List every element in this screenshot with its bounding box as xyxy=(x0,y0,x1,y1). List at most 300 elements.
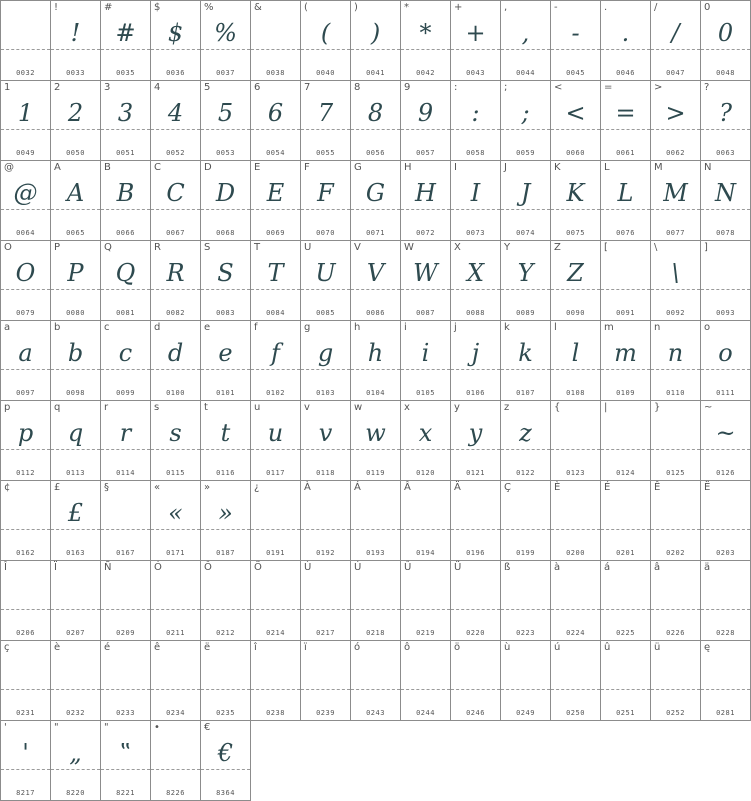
baseline-guide xyxy=(251,689,300,690)
glyph-code: 0082 xyxy=(166,309,185,317)
glyph-sample: p xyxy=(17,419,34,447)
glyph-sample: ( xyxy=(320,19,331,47)
glyph-cell xyxy=(101,241,151,321)
glyph-label: r xyxy=(104,402,109,413)
glyph-code: 0224 xyxy=(566,629,585,637)
glyph-code: 0086 xyxy=(366,309,385,317)
glyph-sample: L xyxy=(617,179,634,207)
glyph-cell xyxy=(501,481,551,561)
baseline-guide xyxy=(701,529,750,530)
glyph-label: 1 xyxy=(4,82,11,93)
glyph-code: 0115 xyxy=(166,469,185,477)
glyph-label: ô xyxy=(404,642,411,653)
baseline-guide xyxy=(351,609,400,610)
glyph-label: * xyxy=(404,2,409,13)
glyph-code: 0105 xyxy=(416,389,435,397)
glyph-sample: C xyxy=(166,179,185,207)
glyph-label: È xyxy=(554,482,561,493)
glyph-sample: € xyxy=(217,739,234,767)
glyph-cell xyxy=(451,641,501,721)
glyph-cell xyxy=(251,401,301,481)
glyph-label: y xyxy=(454,402,460,413)
baseline-guide xyxy=(401,689,450,690)
glyph-sample: q xyxy=(67,419,84,447)
glyph-code: 0043 xyxy=(466,69,485,77)
glyph-code: 0125 xyxy=(666,469,685,477)
glyph-label: • xyxy=(154,722,160,733)
glyph-code: 0045 xyxy=(566,69,585,77)
glyph-label: = xyxy=(604,82,613,93)
glyph-sample: K xyxy=(566,179,585,207)
glyph-sample: z xyxy=(519,419,532,447)
glyph-code: 0099 xyxy=(116,389,135,397)
glyph-cell xyxy=(301,641,351,721)
glyph-sample: V xyxy=(366,259,385,287)
glyph-sample: £ xyxy=(67,499,84,527)
glyph-sample: N xyxy=(715,179,736,207)
glyph-label: W xyxy=(404,242,414,253)
glyph-code: 0199 xyxy=(516,549,535,557)
glyph-code: 0113 xyxy=(66,469,85,477)
glyph-cell xyxy=(401,161,451,241)
glyph-cell xyxy=(551,81,601,161)
glyph-sample: ) xyxy=(370,19,381,47)
glyph-sample: , xyxy=(521,19,530,47)
glyph-label: Î xyxy=(4,562,7,573)
baseline-guide xyxy=(251,609,300,610)
glyph-sample: c xyxy=(118,339,133,367)
glyph-cell xyxy=(151,1,201,81)
glyph-code: 0040 xyxy=(316,69,335,77)
glyph-cell xyxy=(301,81,351,161)
glyph-cell xyxy=(351,321,401,401)
glyph-sample: j xyxy=(471,339,480,367)
glyph-sample: ' xyxy=(22,739,29,767)
glyph-label: â xyxy=(654,562,661,573)
glyph-label: [ xyxy=(604,242,608,253)
glyph-code: 0076 xyxy=(616,229,635,237)
glyph-cell xyxy=(701,321,751,401)
glyph-label: ö xyxy=(454,642,461,653)
glyph-code: 0084 xyxy=(266,309,285,317)
glyph-code: 8364 xyxy=(216,789,235,797)
baseline-guide xyxy=(301,609,350,610)
glyph-sample: > xyxy=(665,99,686,127)
glyph-code: 0217 xyxy=(316,629,335,637)
baseline-guide xyxy=(351,529,400,530)
glyph-code: 0064 xyxy=(16,229,35,237)
glyph-label: î xyxy=(254,642,257,653)
glyph-label: » xyxy=(204,482,211,493)
glyph-sample: Y xyxy=(517,259,534,287)
glyph-code: 0124 xyxy=(616,469,635,477)
glyph-label: t xyxy=(204,402,208,413)
glyph-code: 0083 xyxy=(216,309,235,317)
glyph-cell xyxy=(401,481,451,561)
glyph-label: / xyxy=(654,2,658,13)
glyph-sample: ‟ xyxy=(119,739,132,767)
glyph-cell xyxy=(101,641,151,721)
glyph-code: 0057 xyxy=(416,149,435,157)
glyph-sample: w xyxy=(365,419,386,447)
glyph-code: 0214 xyxy=(266,629,285,637)
glyph-cell xyxy=(451,321,501,401)
glyph-cell xyxy=(351,1,401,81)
glyph-cell xyxy=(651,561,701,641)
glyph-code: 0090 xyxy=(566,309,585,317)
glyph-label: + xyxy=(454,2,463,13)
glyph-label: ê xyxy=(154,642,161,653)
glyph-code: 0072 xyxy=(416,229,435,237)
glyph-cell xyxy=(151,321,201,401)
glyph-label: ę xyxy=(704,642,711,653)
glyph-label: f xyxy=(254,322,258,333)
glyph-code: 0046 xyxy=(616,69,635,77)
glyph-label: F xyxy=(304,162,310,173)
glyph-code: 0109 xyxy=(616,389,635,397)
glyph-code: 0097 xyxy=(16,389,35,397)
glyph-cell xyxy=(701,401,751,481)
glyph-code: 0194 xyxy=(416,549,435,557)
glyph-cell xyxy=(1,241,51,321)
glyph-code: 0063 xyxy=(716,149,735,157)
glyph-code: 0088 xyxy=(466,309,485,317)
baseline-guide xyxy=(651,689,700,690)
glyph-code: 0033 xyxy=(66,69,85,77)
glyph-cell xyxy=(501,641,551,721)
glyph-label: § xyxy=(104,482,109,493)
glyph-sample: A xyxy=(66,179,85,207)
glyph-label: 5 xyxy=(204,82,211,93)
glyph-cell xyxy=(501,1,551,81)
glyph-sample: h xyxy=(367,339,384,367)
glyph-code: 8220 xyxy=(66,789,85,797)
glyph-label: j xyxy=(454,322,457,333)
glyph-cell xyxy=(201,1,251,81)
glyph-cell xyxy=(201,81,251,161)
glyph-code: 0162 xyxy=(16,549,35,557)
glyph-code: 0281 xyxy=(716,709,735,717)
glyph-label: l xyxy=(554,322,557,333)
glyph-label: Ú xyxy=(354,562,362,573)
glyph-sample: ! xyxy=(70,19,81,47)
glyph-cell xyxy=(101,401,151,481)
glyph-label: , xyxy=(504,2,508,13)
glyph-code: 8221 xyxy=(116,789,135,797)
glyph-label: h xyxy=(354,322,361,333)
glyph-sample: 2 xyxy=(67,99,84,127)
glyph-label: ä xyxy=(704,562,711,573)
baseline-guide xyxy=(101,689,150,690)
glyph-label: U xyxy=(304,242,312,253)
glyph-cell xyxy=(401,641,451,721)
glyph-sample: S xyxy=(217,259,234,287)
glyph-cell xyxy=(651,241,701,321)
glyph-code: 0089 xyxy=(516,309,535,317)
glyph-sample: k xyxy=(518,339,533,367)
glyph-code: 0052 xyxy=(166,149,185,157)
glyph-sample: \ xyxy=(671,259,680,287)
glyph-code: 0037 xyxy=(216,69,235,77)
glyph-cell xyxy=(701,241,751,321)
glyph-label: ü xyxy=(654,642,661,653)
baseline-guide xyxy=(401,609,450,610)
glyph-cell xyxy=(501,161,551,241)
glyph-code: 0207 xyxy=(66,629,85,637)
baseline-guide xyxy=(101,609,150,610)
glyph-sample: I xyxy=(470,179,481,207)
glyph-code: 0098 xyxy=(66,389,85,397)
glyph-cell xyxy=(151,721,201,801)
baseline-guide xyxy=(201,609,250,610)
glyph-sample: D xyxy=(215,179,236,207)
glyph-label: 2 xyxy=(54,82,61,93)
baseline-guide xyxy=(501,689,550,690)
glyph-code: 0107 xyxy=(516,389,535,397)
glyph-code: 0201 xyxy=(616,549,635,557)
glyph-label: M xyxy=(654,162,663,173)
glyph-cell xyxy=(151,81,201,161)
glyph-sample: 6 xyxy=(267,99,284,127)
glyph-code: 0243 xyxy=(366,709,385,717)
glyph-label: ! xyxy=(54,2,59,13)
glyph-label: . xyxy=(604,2,608,13)
glyph-cell xyxy=(251,321,301,401)
glyph-label: Ê xyxy=(654,482,661,493)
glyph-cell xyxy=(451,81,501,161)
glyph-cell xyxy=(451,401,501,481)
glyph-cell xyxy=(201,561,251,641)
glyph-cell xyxy=(101,481,151,561)
glyph-cell xyxy=(451,1,501,81)
glyph-cell xyxy=(101,321,151,401)
glyph-cell xyxy=(251,561,301,641)
glyph-code: 0163 xyxy=(66,549,85,557)
glyph-code: 0212 xyxy=(216,629,235,637)
glyph-cell xyxy=(101,81,151,161)
glyph-label: ¿ xyxy=(254,482,260,493)
glyph-label: % xyxy=(204,2,214,13)
glyph-sample: F xyxy=(317,179,334,207)
glyph-label: < xyxy=(554,82,563,93)
glyph-code: 0202 xyxy=(666,549,685,557)
glyph-label: v xyxy=(304,402,310,413)
baseline-guide xyxy=(501,609,550,610)
glyph-sample: 7 xyxy=(317,99,334,127)
glyph-label: { xyxy=(554,402,561,413)
glyph-sample: y xyxy=(468,419,483,447)
glyph-label: ( xyxy=(304,2,308,13)
glyph-label: L xyxy=(604,162,610,173)
glyph-label: Û xyxy=(404,562,412,573)
glyph-code: 0235 xyxy=(216,709,235,717)
glyph-label: Â xyxy=(404,482,411,493)
glyph-cell xyxy=(701,561,751,641)
glyph-label: Ü xyxy=(454,562,462,573)
glyph-cell xyxy=(1,561,51,641)
glyph-label: A xyxy=(54,162,61,173)
glyph-code: 0249 xyxy=(516,709,535,717)
baseline-guide xyxy=(601,609,650,610)
glyph-code: 0191 xyxy=(266,549,285,557)
baseline-guide xyxy=(251,529,300,530)
baseline-guide xyxy=(601,529,650,530)
glyph-sample: P xyxy=(67,259,84,287)
glyph-cell xyxy=(301,241,351,321)
glyph-code: 8226 xyxy=(166,789,185,797)
glyph-sample: % xyxy=(214,19,237,47)
glyph-code: 0077 xyxy=(666,229,685,237)
glyph-code: 0068 xyxy=(216,229,235,237)
glyph-cell xyxy=(51,721,101,801)
glyph-label: i xyxy=(404,322,407,333)
glyph-label: O xyxy=(4,242,12,253)
glyph-code: 0206 xyxy=(16,629,35,637)
glyph-cell xyxy=(601,241,651,321)
glyph-cell xyxy=(1,1,51,81)
glyph-label: Ö xyxy=(254,562,262,573)
glyph-code: 0049 xyxy=(16,149,35,157)
glyph-sample: / xyxy=(671,19,680,47)
baseline-guide xyxy=(701,289,750,290)
baseline-guide xyxy=(1,689,50,690)
glyph-label: q xyxy=(54,402,61,413)
glyph-code: 0103 xyxy=(316,389,335,397)
glyph-label: 0 xyxy=(704,2,711,13)
glyph-cell xyxy=(701,481,751,561)
glyph-code: 0116 xyxy=(216,469,235,477)
glyph-label: é xyxy=(104,642,111,653)
glyph-sample: W xyxy=(413,259,438,287)
glyph-sample: f xyxy=(271,339,280,367)
glyph-cell xyxy=(301,401,351,481)
glyph-cell xyxy=(51,401,101,481)
glyph-sample: # xyxy=(115,19,136,47)
glyph-label: N xyxy=(704,162,712,173)
glyph-cell xyxy=(151,641,201,721)
glyph-label: $ xyxy=(154,2,161,13)
glyph-cell xyxy=(551,401,601,481)
glyph-label: a xyxy=(4,322,11,333)
glyph-cell xyxy=(51,1,101,81)
glyph-cell xyxy=(501,561,551,641)
glyph-code: 0218 xyxy=(366,629,385,637)
glyph-cell xyxy=(201,641,251,721)
glyph-label: û xyxy=(604,642,611,653)
glyph-code: 0035 xyxy=(116,69,135,77)
glyph-cell xyxy=(351,241,401,321)
baseline-guide xyxy=(451,689,500,690)
glyph-code: 0196 xyxy=(466,549,485,557)
glyph-cell xyxy=(51,641,101,721)
glyph-label: H xyxy=(404,162,412,173)
baseline-guide xyxy=(551,689,600,690)
glyph-code: 0219 xyxy=(416,629,435,637)
glyph-label: Z xyxy=(554,242,561,253)
glyph-label: ] xyxy=(704,242,708,253)
glyph-cell xyxy=(51,481,101,561)
glyph-code: 0126 xyxy=(716,469,735,477)
glyph-cell xyxy=(551,561,601,641)
glyph-label: w xyxy=(354,402,363,413)
glyph-sample: e xyxy=(218,339,233,367)
baseline-guide xyxy=(1,49,50,50)
glyph-label: } xyxy=(654,402,661,413)
glyph-label: À xyxy=(304,482,311,493)
glyph-label: Q xyxy=(104,242,112,253)
glyph-cell xyxy=(601,561,651,641)
baseline-guide xyxy=(201,689,250,690)
glyph-label: - xyxy=(554,2,558,13)
glyph-code: 0244 xyxy=(416,709,435,717)
glyph-code: 0231 xyxy=(16,709,35,717)
glyph-cell xyxy=(1,481,51,561)
glyph-code: 0074 xyxy=(516,229,535,237)
glyph-sample: s xyxy=(169,419,182,447)
glyph-label: n xyxy=(654,322,661,333)
glyph-label: ù xyxy=(504,642,511,653)
glyph-cell xyxy=(601,321,651,401)
glyph-sample: R xyxy=(166,259,185,287)
baseline-guide xyxy=(251,49,300,50)
glyph-cell xyxy=(1,81,51,161)
glyph-sample: 4 xyxy=(167,99,184,127)
glyph-code: 0114 xyxy=(116,469,135,477)
glyph-cell xyxy=(651,321,701,401)
glyph-code: 0100 xyxy=(166,389,185,397)
glyph-code: 0058 xyxy=(466,149,485,157)
baseline-guide xyxy=(1,529,50,530)
glyph-label: ' xyxy=(4,722,7,733)
glyph-code: 0087 xyxy=(416,309,435,317)
glyph-cell xyxy=(101,161,151,241)
glyph-label: G xyxy=(354,162,362,173)
glyph-code: 0120 xyxy=(416,469,435,477)
glyph-sample: a xyxy=(18,339,33,367)
glyph-code: 0050 xyxy=(66,149,85,157)
glyph-cell xyxy=(351,561,401,641)
glyph-cell xyxy=(651,1,701,81)
baseline-guide xyxy=(651,609,700,610)
glyph-code: 0193 xyxy=(366,549,385,557)
glyph-cell xyxy=(651,481,701,561)
glyph-sample: » xyxy=(218,499,233,527)
baseline-guide xyxy=(101,529,150,530)
glyph-label: : xyxy=(454,82,458,93)
glyph-cell xyxy=(251,481,301,561)
glyph-code: 0047 xyxy=(666,69,685,77)
glyph-code: 0117 xyxy=(266,469,285,477)
glyph-code: 0104 xyxy=(366,389,385,397)
glyph-cell xyxy=(651,81,701,161)
glyph-sample: : xyxy=(471,99,480,127)
glyph-sample: l xyxy=(571,339,580,367)
glyph-label: @ xyxy=(4,162,14,173)
glyph-cell xyxy=(251,641,301,721)
baseline-guide xyxy=(651,449,700,450)
baseline-guide xyxy=(351,689,400,690)
glyph-label: ë xyxy=(204,642,211,653)
glyph-code: 0220 xyxy=(466,629,485,637)
baseline-guide xyxy=(501,529,550,530)
glyph-code: 0246 xyxy=(466,709,485,717)
glyph-cell xyxy=(601,1,651,81)
glyph-cell xyxy=(601,641,651,721)
glyph-code: 0075 xyxy=(566,229,585,237)
glyph-cell xyxy=(101,721,151,801)
glyph-cell xyxy=(701,641,751,721)
glyph-sample: 3 xyxy=(117,99,134,127)
